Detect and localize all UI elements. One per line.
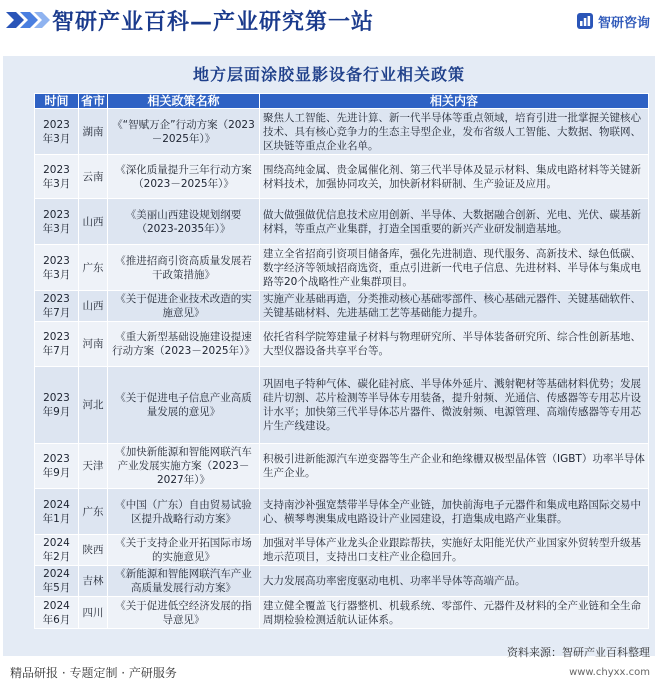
cell-policy-name: 《“智赋万企”行动方案（2023－2025年）》 [108,109,260,155]
policy-table [34,93,649,629]
table-row [35,109,649,155]
chevrons-icon [6,10,50,30]
table-row [35,199,649,245]
cell-province: 四川 [79,597,108,629]
cell-province: 吉林 [79,566,108,597]
table-row [35,322,649,367]
cell-time: 2024年5月 [35,566,79,597]
cell-time: 2024年6月 [35,597,79,629]
column-header-policy: 相关政策名称 [108,94,260,109]
cell-province: 天津 [79,444,108,489]
cell-province: 山西 [79,291,108,322]
table-header-row [35,94,649,109]
cell-province: 陕西 [79,535,108,566]
column-header-province: 省市 [79,94,108,109]
cell-policy-name: 《深化质量提升三年行动方案（2023－2025年）》 [108,155,260,199]
cell-policy-name: 《中国（广东）自由贸易试验区提升战略行动方案》 [108,489,260,535]
cell-content: 做大做强做优信息技术应用创新、半导体、大数据融合创新、光电、光伏、碳基新材料，等重点产业集群，打造全国重要的新兴产业研发制造基地。 [260,199,649,245]
cell-content: 实施产业基础再造，分类推动核心基础零部件、核心基础元器件、关键基础软件、关键基础材料、先进基础工艺等基础能力提升。 [260,291,649,322]
cell-content: 聚焦人工智能、先进计算、新一代半导体等重点领域，培育引进一批掌握关键核心技术、具有核心竞争力的生态主导型企业，发布省级人工智能、大数据、物联网、区块链等重点企业名单。 [260,109,649,155]
header-title: 智研产业百科—产业研究第一站 [52,10,375,35]
cell-content: 建立健全覆盖飞行器整机、机载系统、零部件、元器件及材料的全产业链和全生命周期检验检测适航认证体系。 [260,597,649,629]
table-row [35,489,649,535]
cell-policy-name: 《美丽山西建设规划纲要（2023-2035年）》 [108,199,260,245]
table-row [35,597,649,629]
cell-province: 河北 [79,367,108,444]
cell-province: 广东 [79,489,108,535]
table-row [35,155,649,199]
cell-policy-name: 《新能源和智能网联汽车产业高质量发展行动方案》 [108,566,260,597]
cell-province: 河南 [79,322,108,367]
cell-province: 山西 [79,199,108,245]
cell-policy-name: 《关于促进低空经济发展的指导意见》 [108,597,260,629]
cell-time: 2024年1月 [35,489,79,535]
table-row [35,444,649,489]
cell-content: 巩固电子特种气体、碳化硅衬底、半导体外延片、溅射靶材等基础材料优势；发展硅片切割、芯片检测等半导体专用装备，提升射频、光通信、传感器等专用芯片设计水平；加快第三代半导体芯片器件、微波射频、电源管理、高端传感器等专用芯片生产线建设。 [260,367,649,444]
cell-content: 加强对半导体产业龙头企业跟踪帮扶，实施好太阳能光伏产业国家外贸转型升级基地示范项目，支持出口支柱产业企稳回升。 [260,535,649,566]
cell-province: 广东 [79,245,108,291]
cell-policy-name: 《关于促进企业技术改造的实施意见》 [108,291,260,322]
cell-policy-name: 《加快新能源和智能网联汽车产业发展实施方案（2023－2027年）》 [108,444,260,489]
cell-time: 2024年2月 [35,535,79,566]
table-row [35,535,649,566]
table-row [35,367,649,444]
table-row [35,291,649,322]
cell-content: 积极引进新能源汽车逆变器等生产企业和绝缘栅双极型晶体管（IGBT）功率半导体生产企业。 [260,444,649,489]
table-body [35,109,649,629]
table-row [35,245,649,291]
cell-province: 云南 [79,155,108,199]
cell-content: 依托省科学院筹建量子材料与物理研究所、半导体装备研究所、综合性创新基地、大型仪器设备共享平台等。 [260,322,649,367]
cell-content: 支持南沙补强宽禁带半导体全产业链，加快前海电子元器件和集成电路国际交易中心、横琴粤澳集成电路设计产业园建设，打造集成电路产业集群。 [260,489,649,535]
column-header-time: 时间 [35,94,79,109]
logo-text: 智研咨询 [597,15,650,31]
cell-policy-name: 《关于支持企业开拓国际市场的实施意见》 [108,535,260,566]
cell-time: 2023年9月 [35,367,79,444]
cell-time: 2023年7月 [35,322,79,367]
cell-content: 建立全省招商引资项目储备库，强化先进制造、现代服务、高新技术、绿色低碳、数字经济等领域招商选资，重点引进新一代电子信息、先进材料、半导体与集成电路等20个战略性产业集群项目。 [260,245,649,291]
cell-time: 2023年3月 [35,199,79,245]
cell-province: 湖南 [79,109,108,155]
column-header-content: 相关内容 [260,94,649,109]
data-source: 资料来源：智研产业百科整理 [507,646,650,659]
brand-logo[interactable] [576,11,650,31]
page-footer [0,660,658,685]
table-row [35,566,649,597]
cell-policy-name: 《推进招商引资高质量发展若干政策措施》 [108,245,260,291]
cell-time: 2023年9月 [35,444,79,489]
cell-policy-name: 《关于促进电子信息产业高质量发展的意见》 [108,367,260,444]
cell-content: 大力发展高功率密度驱动电机、功率半导体等高端产品。 [260,566,649,597]
table-title: 地方层面涂胶显影设备行业相关政策 [192,65,465,84]
page-header [0,0,658,40]
cell-time: 2023年3月 [35,245,79,291]
logo-mark-icon [576,12,594,30]
cell-time: 2023年3月 [35,109,79,155]
cell-policy-name: 《重大新型基础设施建设提速行动方案（2023－2025年）》 [108,322,260,367]
cell-time: 2023年7月 [35,291,79,322]
cell-content: 围绕高纯金属、贵金属催化剂、第三代半导体及显示材料、集成电路材料等关键新材料技术，加强协同攻关，加快新材料研制、生产验证及应用。 [260,155,649,199]
cell-time: 2023年3月 [35,155,79,199]
footer-services: 精品研报 · 专题定制 · 产研服务 [10,666,177,680]
footer-url[interactable]: www.chyxx.com [569,667,650,678]
